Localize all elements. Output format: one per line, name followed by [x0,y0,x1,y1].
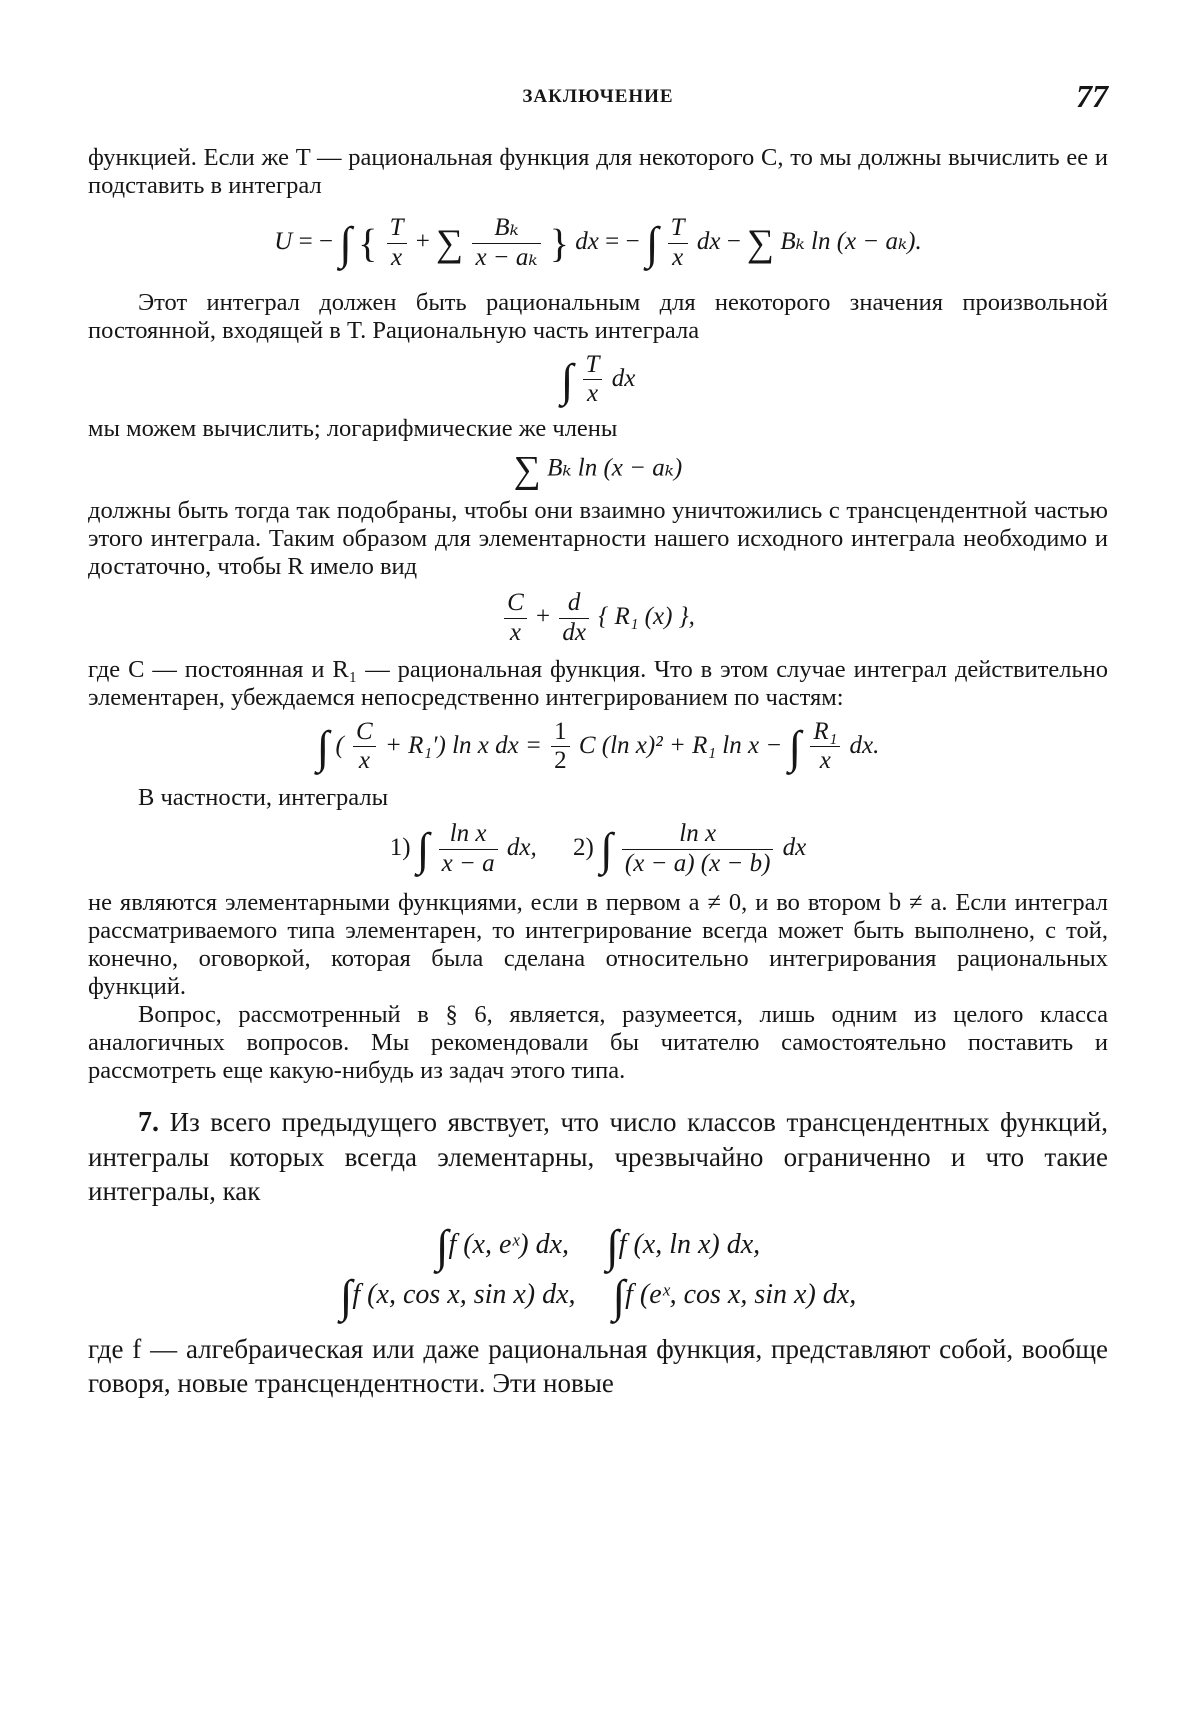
formula-line-2: ∫f (x, cos x, sin x) dx, ∫f (eˣ, cos x, sin x) dx, [339,1270,857,1322]
paragraph-10: где f — алгебраическая или даже рациональная функция, представляют собой, вообще говоря, новые трансцендентности. Эти новые [88,1333,1108,1398]
fraction-t-over-x: $\frac{T}{x}$ [583,351,603,410]
fraction-lnx-over-xa: $\frac{\text{ln x}}{x - a}$ [439,820,498,879]
integral-symbol: ∫ [612,1270,626,1322]
paragraph-6: В частности, интегралы [138,784,389,811]
fraction-c-over-x: $\frac{C}{x}$ [353,718,376,777]
integral-symbol: ∫ [600,823,613,875]
paragraph-3: мы можем вычислить; логарифмические же члены [88,415,618,442]
sum-symbol: ∑ [513,449,541,491]
formula-line-1: ∫f (x, eˣ) dx, ∫f (x, ln x) dx, [435,1220,761,1272]
formula-log-sum: ∑ Bₖ ln (x − aₖ) [513,449,683,491]
page-number: 77 [1076,78,1108,114]
sum-symbol: ∑ [747,222,775,265]
fraction-bk: $\frac{\text{Bₖ}}{\text{x − aₖ}}$ [472,214,540,273]
formula-u-lhs: U [274,227,293,255]
paragraph-9: 7. Из всего предыдущего явствует, что число классов трансцендентных функций, интегралы которых всегда элементарны, чрезвычайно ограниченно и что такие интегралы, как [88,1106,1108,1206]
fraction-t-over-x: $\frac{T}{x}$ [387,214,407,273]
fraction-t-over-x: $\frac{T}{x}$ [668,214,688,273]
integral-symbol: ∫ [339,217,352,269]
fraction-d-dx: $\frac{d}{dx}$ [559,589,589,648]
paragraph-1: функцией. Если же T — рациональная функция для некоторого C, то мы должны вычислить ее и подставить в интеграл [88,144,1108,199]
left-brace: { [358,220,378,266]
section-number: 7. [138,1106,159,1138]
formula-t-over-x: ∫ $\frac{T}{x}$ dx [560,350,636,408]
fraction-c-over-x: $\frac{C}{x}$ [504,589,527,648]
page-header [88,78,1108,118]
integral-symbol: ∫ [316,720,330,772]
formula-r-form: $\frac{C}{x}$ + $\frac{d}{dx}$ { R₁ (x) }, [88,589,1108,648]
page-body [88,144,1108,1400]
integral-symbol: ∫ [339,1270,353,1322]
paragraph-5: где C — постоянная и R₁ — рациональная функция. Что в этом случае интеграл действительно элементарен, убеждаемся непосредственно интегрированием по частям: [88,655,1108,711]
sum-symbol: ∑ [436,222,464,265]
running-head: ЗАКЛЮЧЕНИЕ [522,86,674,107]
integral-symbol: ∫ [560,353,574,405]
fraction-one-half: $\frac{1}{2}$ [551,718,570,777]
paragraph-2: Этот интеграл должен быть рациональным для некоторого значения произвольной постоянной, входящей в T. Рациональную часть интеграла [88,288,1108,344]
formula-transcendental-list [88,1220,1108,1320]
formula-u-eq: = − [298,227,334,255]
fraction-lnx-over-product: $\frac{\text{ln x}}{(x - a) (x - b)}$ [622,820,773,879]
integral-symbol: ∫ [416,823,430,875]
formula-by-parts: ∫ ( $\frac{C}{x}$ + R₁′) ln x dx = $\frac{1}{2}$ C (ln x)² + R₁ ln x − ∫ $\frac{\text{R₁}}{x}$ dx. [316,717,880,775]
paragraph-8: Вопрос, рассмотренный в § 6, является, разумеется, лишь одним из целого класса аналогичных вопросов. Мы рекомендовали бы читателю самостоятельно поставить и рассмотреть еще какую-нибудь из задач этого типа. [88,1000,1108,1084]
formula-u: U = − ∫ { $\frac{T}{x}$ + ∑ $\frac{\text{Bₖ}}{\text{x − aₖ}}$ } dx = − ∫ $\frac{T}{x}$ dx − ∑ Bₖ ln (x − aₖ). [274,214,922,271]
integral-symbol: ∫ [606,1220,619,1272]
fraction-r1-over-x: $\frac{\text{R₁}}{x}$ [810,718,840,777]
formula-examples: 1) ∫ $\frac{\text{ln x}}{x - a}$ dx, 2) ∫ $\frac{\text{ln x}}{(x - a) (x - b)}$ dx [389,820,807,877]
integral-symbol: ∫ [645,217,659,269]
integral-symbol: ∫ [788,720,802,772]
paragraph-7: не являются элементарными функциями, если в первом a ≠ 0, и во втором b ≠ a. Если интеграл рассматриваемого типа элементарен, то интегрирование всегда может быть выполнено, с той, конечно, оговоркой, которая была сделана относительно интегрирования рациональных функций. [88,888,1108,1000]
integral-symbol: ∫ [435,1220,449,1272]
right-brace: } [549,220,569,266]
paragraph-4: должны быть тогда так подобраны, чтобы они взаимно уничтожились с трансцендентной частью этого интеграла. Таким образом для элементарности нашего исходного интеграла необходимо и достаточно, чтобы R имело вид [88,497,1108,580]
